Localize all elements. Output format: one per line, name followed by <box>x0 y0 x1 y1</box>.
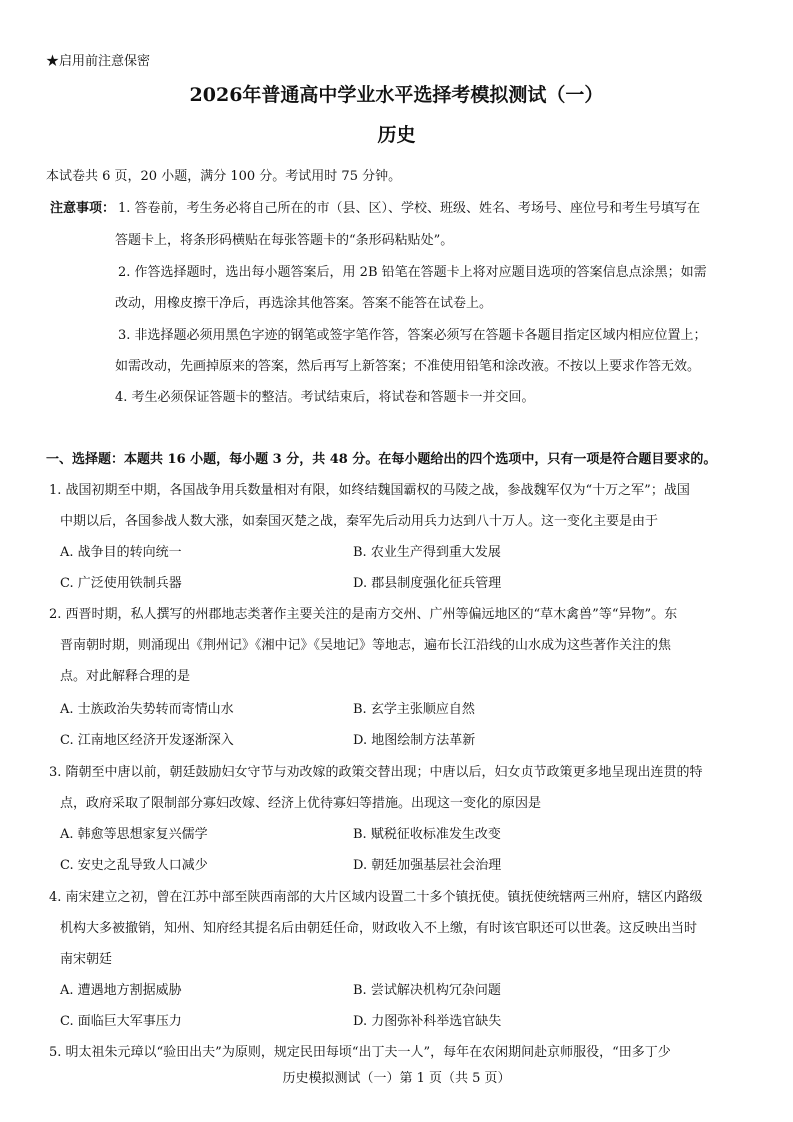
question-1-option-b: B. 农业生产得到重大发展 <box>353 545 501 560</box>
notice-label: 注意事项： <box>50 201 116 216</box>
question-2-line: 2. 西晋时期，私人撰写的州郡地志类著作主要关注的是南方交州、广州等偏远地区的“草木禽兽”等“异物”。东 <box>49 607 678 622</box>
question-2-line: 晋南朝时期，则涌现出《荆州记》《湘中记》《吴地记》等地志，遍布长江沿线的山水成为这些著作关注的焦 <box>60 638 672 653</box>
question-1-line: 中期以后，各国参战人数大涨，如秦国灭楚之战，秦军先后动用兵力达到八十万人。这一变化主要是由于 <box>60 514 659 529</box>
question-3-option-d: D. 朝廷加强基层社会治理 <box>353 858 502 873</box>
notice-line: 1. 答卷前，考生务必将自己所在的市（县、区）、学校、班级、姓名、考场号、座位号和考生号填写在 <box>118 201 701 216</box>
exam-subject: 历史 <box>377 124 416 146</box>
question-2-option-a: A. 士族政治失势转而寄情山水 <box>60 702 234 717</box>
question-2-line: 点。对此解释合理的是 <box>60 669 191 684</box>
exam-info: 本试卷共 6 页，20 小题，满分 100 分。考试用时 75 分钟。 <box>46 169 402 184</box>
question-3-line: 3. 隋朝至中唐以前，朝廷鼓励妇女守节与劝改嫁的政策交替出现；中唐以后，妇女贞节政策更多地呈现出连贯的特 <box>49 765 703 780</box>
question-2-option-c: C. 江南地区经济开发逐渐深入 <box>60 733 234 748</box>
question-2-option-d: D. 地图绘制方法革新 <box>353 733 476 748</box>
question-4-line: 4. 南宋建立之初，曾在江苏中部至陕西南部的大片区域内设置二十多个镇抚使。镇抚使统辖两三州府，辖区内路级 <box>49 890 703 905</box>
question-1-line: 1. 战国初期至中期，各国战争用兵数量相对有限，如终结魏国霸权的马陵之战，参战魏军仅为“十万之军”；战国 <box>49 483 690 498</box>
question-3-line: 点，政府采取了限制部分寡妇改嫁、经济上优待寡妇等措施。出现这一变化的原因是 <box>60 796 542 811</box>
question-4-option-b: B. 尝试解决机构冗杂问题 <box>353 983 501 998</box>
notice-line: 3. 非选择题必须用黑色字迹的钢笔或签字笔作答，答案必须写在答题卡各题目指定区域内相应位置上； <box>118 328 707 343</box>
question-5-line: 5. 明太祖朱元璋以“验田出夫”为原则，规定民田每顷“出丁夫一人”，每年在农闲期间赴京师服役，“田多丁少 <box>49 1045 671 1060</box>
question-4-option-c: C. 面临巨大军事压力 <box>60 1014 182 1029</box>
question-4-line: 机构大多被撤销，知州、知府经其提名后由朝廷任命，财政收入不上缴，有时该官职还可以世袭。这反映出当时 <box>60 921 698 936</box>
notice-line: 2. 作答选择题时，选出每小题答案后，用 2B 铅笔在答题卡上将对应题目选项的答案信息点涂黑；如需 <box>118 265 707 280</box>
question-3-option-c: C. 安史之乱导致人口减少 <box>60 858 208 873</box>
question-3-option-a: A. 韩愈等思想家复兴儒学 <box>60 827 208 842</box>
exam-title: 2026年普通高中学业水平选择考模拟测试（一） <box>189 84 604 106</box>
notice-line: 改动，用橡皮擦干净后，再选涂其他答案。答案不能答在试卷上。 <box>115 296 493 311</box>
question-1-option-c: C. 广泛使用铁制兵器 <box>60 576 182 591</box>
section-title: 一、选择题：本题共 16 小题，每小题 3 分，共 48 分。在每小题给出的四个选项中，只有一项是符合题目要求的。 <box>46 452 717 467</box>
question-4-option-a: A. 遭遇地方割据威胁 <box>60 983 182 998</box>
question-1-option-d: D. 郡县制度强化征兵管理 <box>353 576 502 591</box>
question-4-line: 南宋朝廷 <box>60 952 113 967</box>
question-2-option-b: B. 玄学主张顺应自然 <box>353 702 475 717</box>
question-3-option-b: B. 赋税征收标准发生改变 <box>353 827 501 842</box>
question-4-option-d: D. 力图弥补科举选官缺失 <box>353 1014 502 1029</box>
page-footer: 历史模拟测试（一）第 1 页（共 5 页） <box>282 1071 511 1086</box>
notice-line: 4. 考生必须保证答题卡的整洁。考试结束后，将试卷和答题卡一并交回。 <box>115 390 535 405</box>
secrecy-note: ★启用前注意保密 <box>46 54 151 69</box>
notice-line: 如需改动，先画掉原来的答案，然后再写上新答案；不准使用铅笔和涂改液。不按以上要求作答无效。 <box>115 359 701 374</box>
notice-line: 答题卡上，将条形码横贴在每张答题卡的“条形码粘贴处”。 <box>115 233 454 248</box>
question-1-option-a: A. 战争目的转向统一 <box>60 545 182 560</box>
